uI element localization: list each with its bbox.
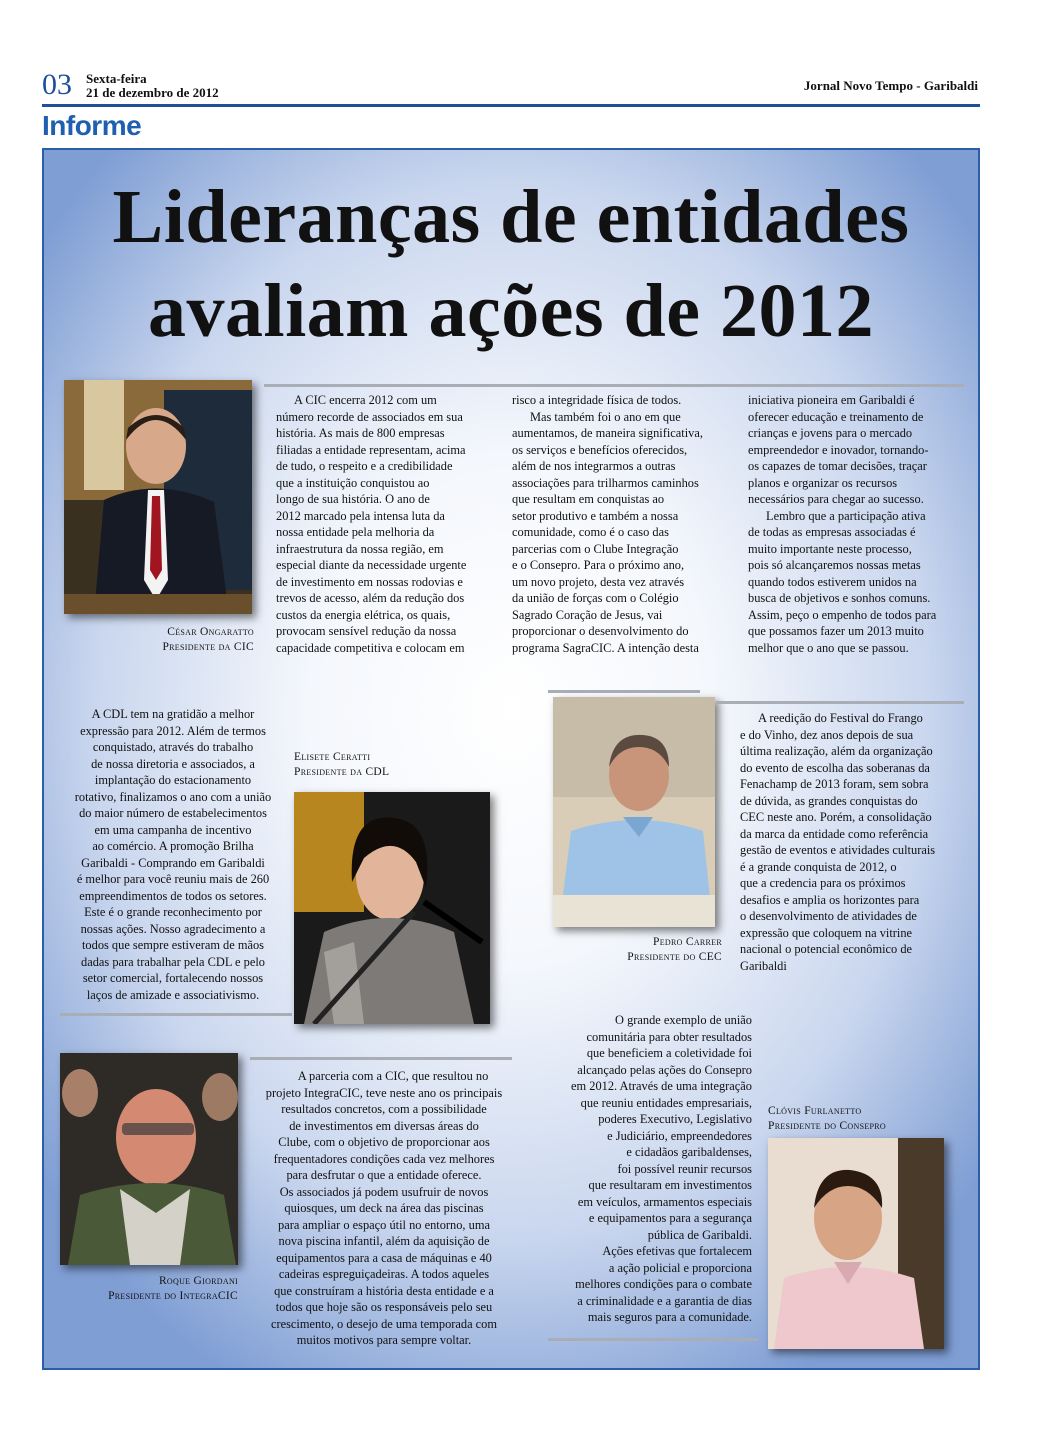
text-line: história. As mais de 800 empresas <box>276 426 445 440</box>
text-line: Ações efetivas que fortalecem <box>602 1244 752 1258</box>
text-line: nacional o potencial econômico de <box>740 942 913 956</box>
caption-role: Presidente da CIC <box>162 641 254 653</box>
divider <box>548 1338 758 1341</box>
text-line: ao comércio. A promoção Brilha <box>92 839 254 853</box>
cec-text <box>740 710 966 974</box>
text-line: cadeiras espreguiçadeiras. A todos aqueles <box>278 1267 490 1281</box>
text-line: comunidade, como é o caso das <box>512 525 669 539</box>
text-line: mais seguros para a comunidade. <box>587 1310 752 1324</box>
text-line: que a credencia para os próximos <box>740 876 906 890</box>
text-line: conquistado, através do trabalho <box>92 740 254 754</box>
caption-integracic <box>60 1274 238 1304</box>
text-line: de todas as empresas associadas é <box>748 525 916 539</box>
text-line: implantação do estacionamento <box>94 773 252 787</box>
text-line: gestão de eventos e atividades culturais <box>740 843 936 857</box>
text-line: quando todos estiverem unidos na <box>748 574 917 589</box>
text-line: laços de amizade e associativismo. <box>86 987 260 1002</box>
text-line: Mas também foi o ano em que <box>530 409 681 424</box>
caption-cic <box>64 625 254 655</box>
text-line: Fenachamp de 2013 foram, sem sobra <box>740 777 929 791</box>
text-line: dadas para trabalhar pela CDL e pelo <box>81 954 265 969</box>
text-line: nova piscina infantil, além da aquisição de <box>278 1234 490 1248</box>
text-line: provocam sensível redução da nossa <box>276 624 457 638</box>
text-line: foi possível reunir recursos <box>617 1161 752 1176</box>
text-line: filiadas a entidade representam, acima <box>276 442 466 457</box>
text-line: planos e organizar os recursos <box>748 475 898 490</box>
text-line: especial diante da necessidade urgente <box>276 558 467 572</box>
text-line: além de nos integrarmos a outras <box>512 459 676 473</box>
headline-line-1: Lideranças de entidades <box>112 175 910 259</box>
text-line: projeto IntegraCIC, teve neste ano os principais <box>265 1085 503 1100</box>
text-line: custos da energia elétrica, os quais, <box>276 607 451 622</box>
photo-cesar-ongaratto <box>64 380 252 614</box>
text-line: capacidade competitiva e colocam em <box>276 640 465 655</box>
photo-elisete-ceratti <box>294 792 490 1024</box>
divider <box>264 384 964 387</box>
text-line: última realização, além da organização <box>740 744 933 758</box>
caption-cdl <box>294 750 494 780</box>
headline-line-2: avaliam ações de 2012 <box>147 269 875 353</box>
text-line: Assim, peço o empenho de todos para <box>748 607 937 622</box>
text-line: comunitária para obter resultados <box>586 1029 752 1044</box>
text-line: Os associados já podem usufruir de novos <box>279 1184 489 1199</box>
date: 21 de dezembro de 2012 <box>86 85 219 100</box>
text-line: de nossa diretoria e associados, a <box>91 756 255 771</box>
text-line: crianças e jovens para o mercado <box>748 426 913 440</box>
page-number: 03 <box>42 68 72 101</box>
text-line: e equipamentos para a segurança <box>588 1211 752 1225</box>
text-line: A reedição do Festival do Frango <box>758 711 923 725</box>
text-line: melhores condições para o combate <box>575 1277 752 1291</box>
text-line: expressão que coloquem na vitrine <box>740 925 913 940</box>
divider <box>716 701 964 704</box>
text-line: proporcionar o desenvolvimento do <box>512 624 689 638</box>
text-line: necessários para chegar ao sucesso. <box>748 492 924 506</box>
text-line: associações para trilharmos caminhos <box>512 475 699 490</box>
caption-role: Presidente do IntegraCIC <box>108 1290 238 1302</box>
text-line: do maior número de estabelecimentos <box>79 806 267 820</box>
integracic-text <box>250 1068 518 1349</box>
text-line: resultados concretos, com a possibilidade <box>281 1102 487 1116</box>
text-line: crescimento, o desejo de uma temporada com <box>270 1316 498 1331</box>
text-line: empreendedor e inovador, tornando- <box>748 442 929 457</box>
text-line: nossas ações. Nosso agradecimento a <box>80 921 266 936</box>
text-line: é a grande conquista de 2012, o <box>740 859 897 874</box>
photo-pedro-carrer <box>553 697 715 927</box>
text-line: equipamentos para a casa de máquinas e 40 <box>276 1250 492 1265</box>
text-line: quiosques, um deck na área das piscinas <box>284 1201 484 1215</box>
text-line: todos que sempre estiveram de mãos <box>81 938 265 952</box>
caption-name: Pedro Carrer <box>653 936 722 948</box>
caption-name: Roque Giordani <box>158 1275 238 1287</box>
text-line: nossa entidade pela melhoria da <box>276 525 435 539</box>
text-line: que construíram a história desta entidade e a <box>274 1283 494 1298</box>
section-title: Informe <box>42 110 142 141</box>
text-line: em veículos, armamentos especiais <box>577 1194 752 1209</box>
divider <box>60 1013 292 1016</box>
divider <box>250 1057 512 1060</box>
text-line: a ação policial e proporciona <box>608 1260 752 1275</box>
text-line: desafios e amplia os horizontes para <box>740 892 920 907</box>
text-line: de investimento em nossas rodovias e <box>276 574 463 589</box>
text-line: a criminalidade e a garantia de dias <box>577 1293 752 1308</box>
text-line: Clube, com o objetivo de proporcionar aos <box>278 1135 490 1149</box>
caption-cec <box>553 935 722 965</box>
text-line: setor comercial, fortalecendo nossos <box>82 971 264 985</box>
cic-column-2 <box>512 392 737 656</box>
text-line: é melhor para você reuniu mais de 260 <box>76 872 270 886</box>
text-line: de investimentos em diversas áreas do <box>289 1118 479 1133</box>
text-line: e Judiciário, empreendedores <box>607 1128 752 1143</box>
text-line: 2012 marcado pela intensa luta da <box>276 508 445 523</box>
text-line: CEC neste ano. Porém, a consolidação <box>740 810 932 824</box>
text-line: programa SagraCIC. A intenção desta <box>512 640 699 655</box>
text-line: em 2012. Através de uma integração <box>571 1079 752 1093</box>
text-line: Lembro que a participação ativa <box>766 508 926 523</box>
cdl-text <box>60 706 286 1003</box>
text-line: de dúvida, as grandes conquistas do <box>740 793 918 808</box>
text-line: A CDL tem na gratidão a melhor <box>91 707 255 721</box>
text-line: Garibaldi <box>740 958 787 973</box>
text-line: e o Consepro. Para o próximo ano, <box>512 558 685 572</box>
text-line: O grande exemplo de união <box>615 1013 752 1027</box>
text-line: oferecer educação e treinamento de <box>748 409 924 424</box>
cic-column-1 <box>276 392 491 656</box>
text-line: busca de objetivos e sonhos comuns. <box>748 591 931 605</box>
text-line: pois só alcançaremos nossas metas <box>748 558 921 572</box>
text-line: frequentadores condições cada vez melhores <box>273 1151 495 1166</box>
text-line: muitos motivos para sempre voltar. <box>296 1333 472 1347</box>
text-line: expressão para 2012. Além de termos <box>80 723 266 738</box>
text-line: parcerias com o Clube Integração <box>512 541 679 556</box>
text-line: alcançado pelas ações do Consepro <box>577 1062 752 1077</box>
text-line: Garibaldi - Comprando em Garibaldi <box>81 855 265 870</box>
text-line: pública de Garibaldi. <box>647 1227 752 1242</box>
text-line: do evento de escolha das soberanas da <box>740 760 930 775</box>
text-line: iniciativa pioneira em Garibaldi é <box>748 393 915 407</box>
photo-clovis-furlanetto <box>768 1138 944 1349</box>
text-line: Este é o grande reconhecimento por <box>84 905 262 919</box>
issue-date <box>86 72 219 100</box>
text-line: que resultaram em investimentos <box>588 1178 752 1192</box>
text-line: para ampliar o espaço útil no entorno, uma <box>278 1217 490 1232</box>
text-line: que possamos fazer um 2013 muito <box>748 624 924 638</box>
consepro-text <box>548 1012 752 1326</box>
text-line: todos que hoje são os responsáveis pelo seu <box>275 1300 493 1314</box>
text-line: Sagrado Coração de Jesus, vai <box>512 607 663 622</box>
weekday: Sexta-feira <box>86 71 147 86</box>
text-line: aumentamos, de maneira significativa, <box>512 426 703 440</box>
text-line: o desenvolvimento de atividades de <box>740 909 917 923</box>
text-line: longo de sua história. O ano de <box>276 492 430 506</box>
text-line: muito importante neste processo, <box>748 541 912 556</box>
text-line: risco a integridade física de todos. <box>512 393 682 407</box>
text-line: poderes Executivo, Legislativo <box>598 1112 752 1126</box>
text-line: os capazes de tomar decisões, traçar <box>748 459 927 473</box>
divider <box>548 690 700 693</box>
text-line: setor produtivo e também a nossa <box>512 508 679 523</box>
caption-role: Presidente do Consepro <box>768 1120 886 1132</box>
journal-name: Jornal Novo Tempo - Garibaldi <box>803 78 978 93</box>
text-line: um novo projeto, desta vez através <box>512 574 685 589</box>
text-line: número recorde de associados em sua <box>276 409 463 424</box>
headline <box>44 170 978 358</box>
caption-name: Elisete Ceratti <box>294 751 371 763</box>
text-line: para desfrutar o que a entidade oferece. <box>286 1168 482 1182</box>
text-line: os serviços e benefícios oferecidos, <box>512 442 688 457</box>
photo-roque-giordani <box>60 1053 238 1265</box>
caption-role: Presidente da CDL <box>294 766 390 778</box>
text-line: empreendimentos de todos os setores. <box>79 888 267 903</box>
text-line: da união de forças com o Colégio <box>512 591 679 605</box>
cic-column-3 <box>748 392 966 656</box>
text-line: melhor que o ano que se passou. <box>748 640 909 655</box>
text-line: trevos de acesso, além da redução dos <box>276 591 465 605</box>
text-line: da marca da entidade como referência <box>740 826 929 841</box>
caption-consepro <box>768 1104 968 1134</box>
caption-role: Presidente do CEC <box>627 951 722 963</box>
text-line: que a instituição conquistou ao <box>276 475 430 490</box>
text-line: A parceria com a CIC, que resultou no <box>297 1069 489 1083</box>
text-line: que beneficiem a coletividade foi <box>586 1046 752 1060</box>
text-line: e cidadãos garibaldenses, <box>626 1145 752 1159</box>
text-line: A CIC encerra 2012 com um <box>294 393 437 407</box>
text-line: que reuniu entidades empresariais, <box>580 1095 752 1110</box>
header-rule <box>42 104 980 107</box>
text-line: rotativo, finalizamos o ano com a união <box>74 789 272 804</box>
text-line: em uma campanha de incentivo <box>94 822 252 837</box>
text-line: e do Vinho, dez anos depois de sua <box>740 727 914 742</box>
caption-name: Clóvis Furlanetto <box>768 1105 862 1117</box>
text-line: infraestrutura da nossa região, em <box>276 541 444 556</box>
caption-name: César Ongaratto <box>167 626 254 638</box>
text-line: que resultam em conquistas ao <box>512 492 665 506</box>
text-line: de tudo, o respeito e a credibilidade <box>276 459 453 473</box>
